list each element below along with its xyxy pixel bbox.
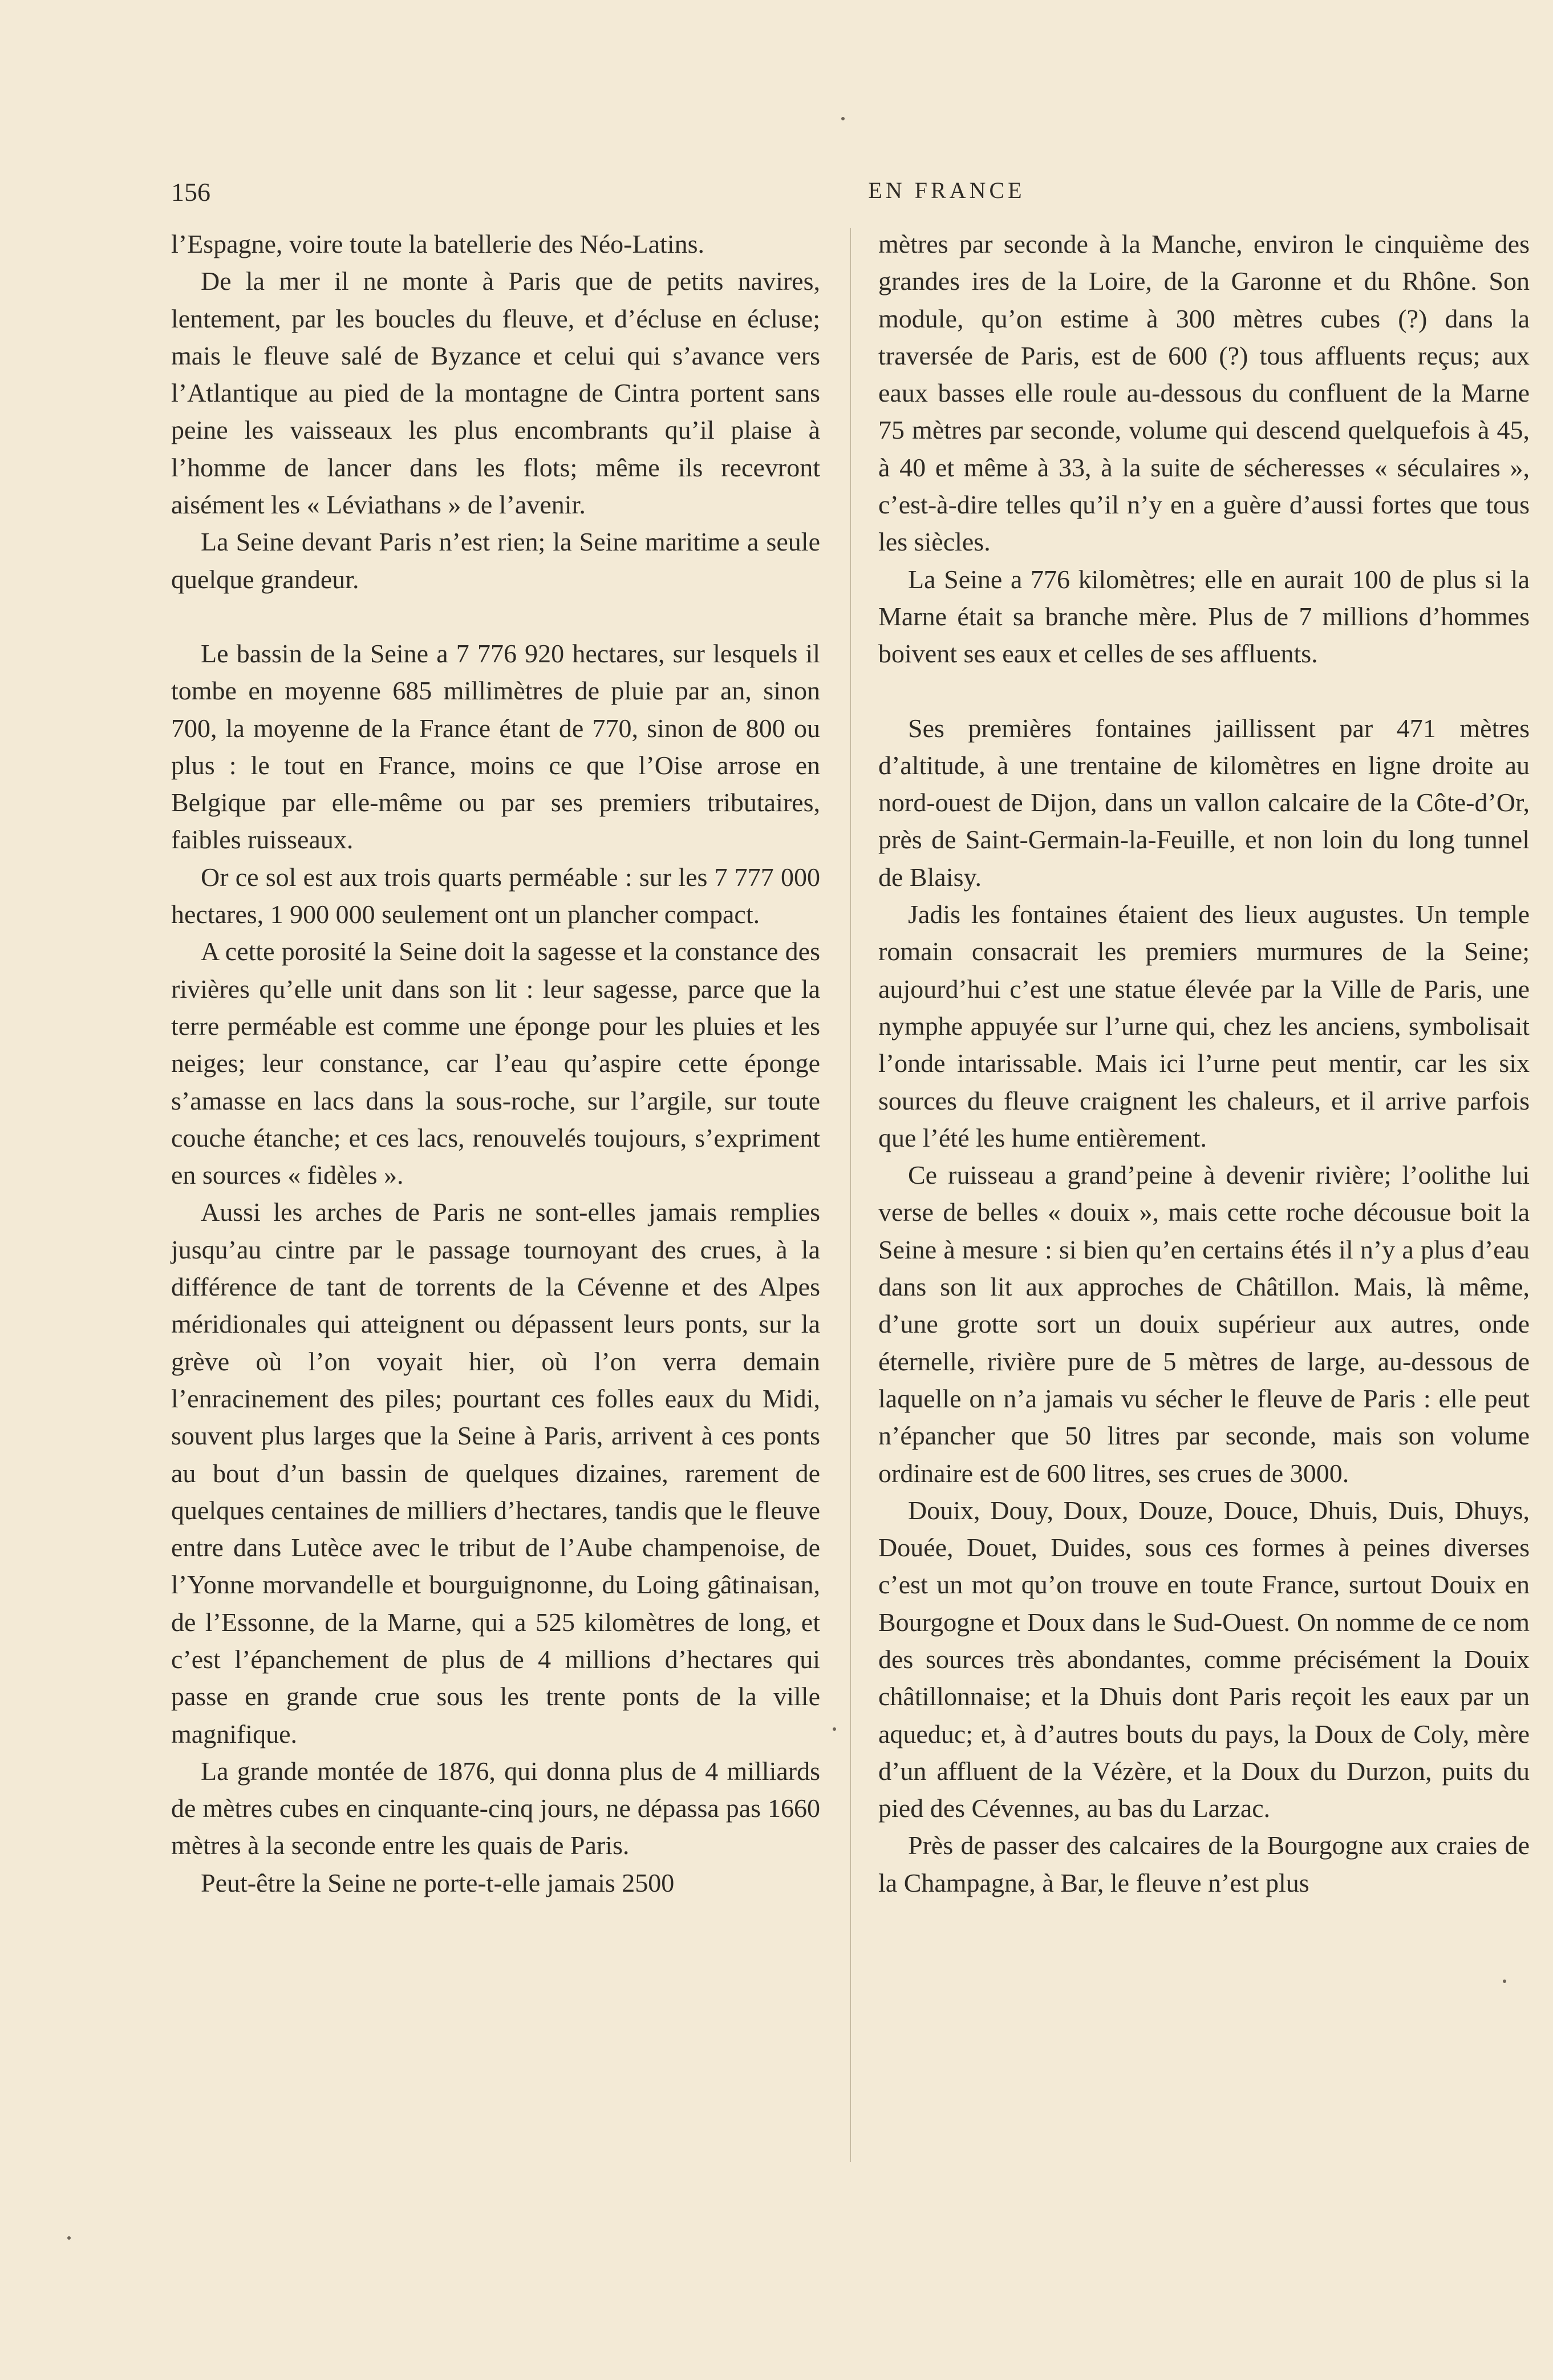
paper-speck: [67, 2236, 71, 2240]
paragraph: Peut-être la Seine ne porte-t-elle jamais 2500: [201, 1868, 675, 1897]
paragraph: La Seine devant Paris n’est rien; la Seine maritime a seule quelque grandeur.: [171, 527, 820, 594]
left-column: [171, 225, 820, 1901]
paper-speck: [833, 1727, 836, 1731]
page-header: [171, 177, 1528, 211]
paragraph: La Seine a 776 kilomètres; elle en aurait 100 de plus si la Marne était sa branche mère. Plus de 7 millions d’hommes boivent ses eaux et celles de ses affluents.: [878, 564, 1530, 669]
paragraph: Près de passer des calcaires de la Bourgogne aux craies de la Champagne, à Bar, le fleuve n’est plus: [878, 1831, 1530, 1897]
paragraph: Jadis les fontaines étaient des lieux augustes. Un temple romain consacrait les premiers murmures de la Seine; aujourd’hui c’est une statue élevée par la Ville de Paris, une nymphe appuyée sur l’urne qui, chez les anciens, symbolisait l’onde intarissable. Mais ici l’urne peut mentir, car les six sources du fleuve craignent les chaleurs, et il arrive parfois que l’été les hume entièrement.: [878, 900, 1530, 1152]
running-title: EN FRANCE: [868, 177, 1025, 203]
paragraph: l’Espagne, voire toute la batellerie des Néo-Latins.: [171, 229, 704, 258]
paragraph: De la mer il ne monte à Paris que de petits navires, lentement, par les boucles du fleuve, et d’écluse en écluse; mais le fleuve salé de Byzance et celui qui s’avance vers l’Atlantique au pied de la montagne de Cintra portent sans peine les vaisseaux les plus encombrants qu’il plaise à l’homme de lancer dans les flots; même ils recevront aisément les « Léviathans » de l’avenir.: [171, 266, 820, 520]
paragraph: La grande montée de 1876, qui donna plus de 4 milliards de mètres cubes en cinquante-cinq jours, ne dépassa pas 1660 mètres à la seconde entre les quais de Paris.: [171, 1756, 820, 1860]
paper-speck: [841, 117, 845, 120]
paragraph: Le bassin de la Seine a 7 776 920 hectares, sur lesquels il tombe en moyenne 685 millimètres de pluie par an, sinon 700, la moyenne de la France étant de 770, sinon de 800 ou plus : le tout en France, moins ce que l’Oise arrose en Belgique par elle-même ou par ses premiers tributaires, faibles ruisseaux.: [171, 638, 820, 855]
paragraph: A cette porosité la Seine doit la sagesse et la constance des rivières qu’elle unit dans son lit : leur sagesse, parce que la terre perméable est comme une éponge pour les pluies et les neiges; leur constance, car l’eau qu’aspire cette éponge s’amasse en lacs dans la sous-roche, sur l’argile, sur toute couche étanche; et ces lacs, renouvelés toujours, s’expriment en sources « fidèles ».: [171, 937, 820, 1190]
right-column: [878, 225, 1530, 1901]
paragraph: Or ce sol est aux trois quarts perméable : sur les 7 777 000 hectares, 1 900 000 seulement ont un plancher compact.: [171, 862, 820, 929]
paragraph: Douix, Douy, Doux, Douze, Douce, Dhuis, Duis, Dhuys, Douée, Douet, Duides, sous ces formes à peines diverses c’est un mot qu’on trouve en toute France, surtout Douix en Bourgogne et Doux dans le Sud-Ouest. On nomme de ce nom des sources très abondantes, comme précisément la Douix châtillonnaise; et la Dhuis dont Paris reçoit les eaux par un aqueduc; et, à d’autres bouts du pays, la Doux de Coly, mère d’un affluent de la Vézère, et la Doux du Durzon, puits du pied des Cévennes, au bas du Larzac.: [878, 1495, 1530, 1823]
paragraph: mètres par seconde à la Manche, environ le cinquième des grandes ires de la Loire, de la Garonne et du Rhône. Son module, qu’on estime à 300 mètres cubes (?) dans la traversée de Paris, est de 600 (?) tous affluents reçus; aux eaux basses elle roule au-dessous du confluent de la Marne 75 mètres par seconde, volume qui descend quelquefois à 45, à 40 et même à 33, à la suite de sécheresses « séculaires », c’est-à-dire telles qu’il n’y en a guère d’aussi fortes que tous les siècles.: [878, 229, 1530, 557]
paragraph: Aussi les arches de Paris ne sont-elles jamais remplies jusqu’au cintre par le passage tournoyant des crues, à la différence de tant de torrents de la Cévenne et des Alpes méridionales qui atteignent ou dépassent leurs ponts, sur la grève où l’on voyait hier, où l’on verra demain l’enracinement des piles; pourtant ces folles eaux du Midi, souvent plus larges que la Seine à Paris, arrivent à ces ponts au bout d’un bassin de quelques dizaines, rarement de quelques centaines de milliers d’hectares, tandis que le fleuve entre dans Lutèce avec le tribut de l’Aube champenoise, de l’Yonne morvandelle et bourguignonne, du Loing gâtinaisan, de l’Essonne, de la Marne, qui a 525 kilomètres de long, et c’est l’épanchement de plus de 4 millions d’hectares qui passe en grande crue sous les trente ponts de la ville magnifique.: [171, 1197, 820, 1748]
page-number: 156: [171, 177, 210, 207]
column-divider: [850, 228, 851, 2162]
paragraph: Ses premières fontaines jaillissent par 471 mètres d’altitude, à une trentaine de kilomètres en ligne droite au nord-ouest de Dijon, dans un vallon calcaire de la Côte-d’Or, près de Saint-Germain-la-Feuille, et non loin du long tunnel de Blaisy.: [878, 713, 1530, 892]
paper-speck: [1503, 1980, 1506, 1983]
paragraph: Ce ruisseau a grand’peine à devenir rivière; l’oolithe lui verse de belles « douix », mais cette roche décousue boit la Seine à mesure : si bien qu’en certains étés il n’y a plus d’eau dans son lit aux approches de Châtillon. Mais, là même, d’une grotte sort un douix supérieur aux autres, onde éternelle, rivière pure de 5 mètres de large, au-dessous de laquelle on n’a jamais vu sécher le fleuve de Paris : elle peut n’épancher que 50 litres par seconde, mais son volume ordinaire est de 600 litres, ses crues de 3000.: [878, 1160, 1530, 1488]
